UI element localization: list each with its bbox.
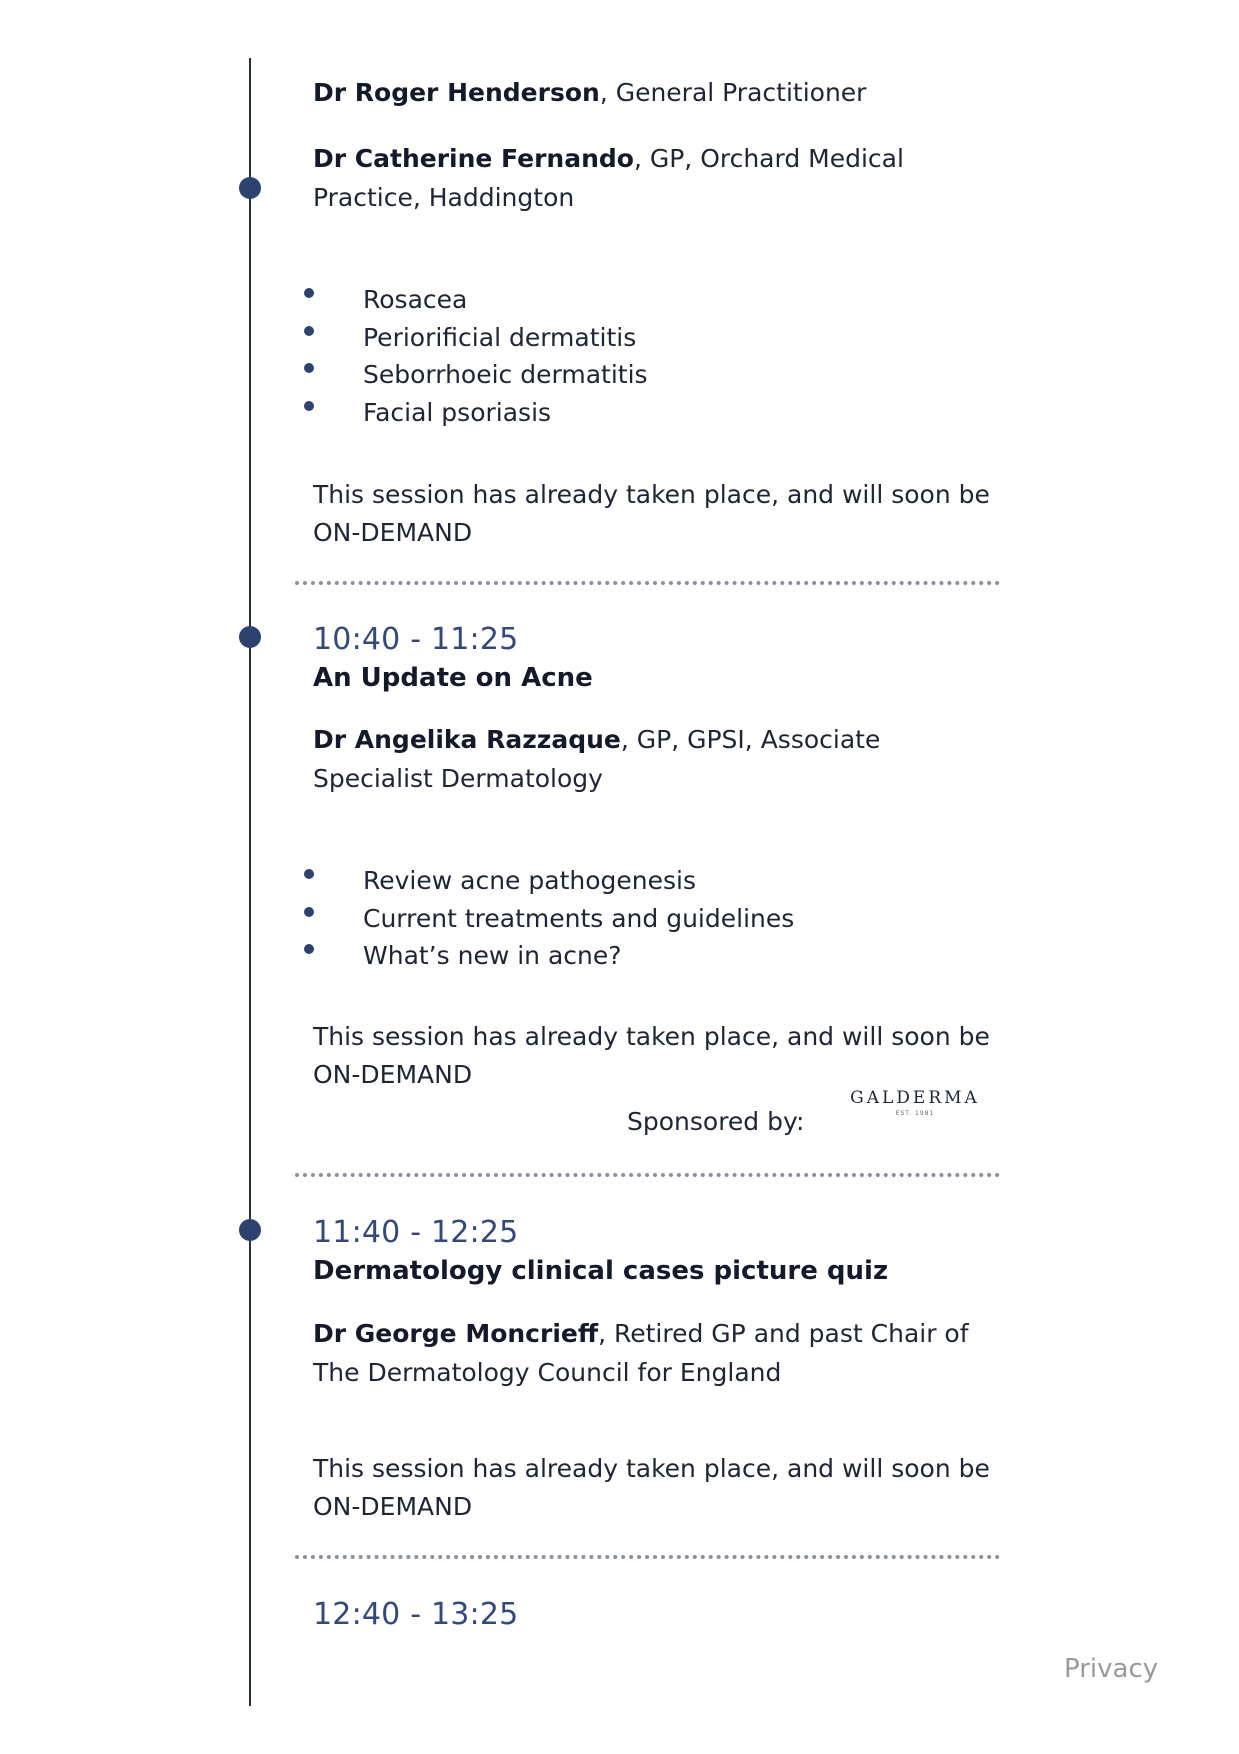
logo-est: EST. 1981 (895, 1110, 935, 1117)
session-time: 10:40 - 11:25 (313, 622, 519, 657)
session-status (313, 1018, 1013, 1094)
session-status (313, 476, 1013, 552)
topic-item: Rosacea (300, 281, 648, 319)
timeline-dot (239, 1219, 261, 1241)
topic-item: Facial psoriasis (300, 394, 648, 432)
status-badge: ON-DEMAND (313, 1492, 473, 1521)
speaker-name: Dr Roger Henderson (313, 78, 600, 107)
logo-wordmark: GALDERMA (850, 1088, 980, 1108)
speaker-role: , Retired GP and past Chair of The Dermatology Council for England (313, 1319, 969, 1387)
speaker-entry (313, 1314, 993, 1392)
topic-list (300, 862, 794, 975)
privacy-link[interactable]: Privacy (1064, 1654, 1159, 1684)
speaker-entry (313, 139, 993, 217)
speaker-role: , GP, GPSI, Associate Specialist Dermatology (313, 725, 881, 793)
speaker-entry (313, 73, 993, 112)
sponsor-label: Sponsored by: (627, 1107, 805, 1136)
section-divider (295, 1555, 1000, 1559)
status-badge: ON-DEMAND (313, 518, 473, 547)
session-title: Dermatology clinical cases picture quiz (313, 1256, 889, 1286)
speaker-name: Dr George Moncrieff (313, 1319, 599, 1348)
speaker-entry (313, 720, 993, 798)
status-line: This session has already taken place, and will soon be (313, 1454, 990, 1483)
topic-list (300, 281, 648, 431)
session-time: 12:40 - 13:25 (313, 1597, 519, 1632)
speaker-role: , GP, Orchard Medical Practice, Haddington (313, 144, 904, 212)
section-divider (295, 1173, 1000, 1177)
topic-item: Seborrhoeic dermatitis (300, 356, 648, 394)
session-status (313, 1450, 1013, 1526)
topic-item: What’s new in acne? (300, 937, 794, 975)
status-line: This session has already taken place, and will soon be (313, 480, 990, 509)
topic-item: Review acne pathogenesis (300, 862, 794, 900)
timeline-dot (239, 626, 261, 648)
topic-item: Periorificial dermatitis (300, 319, 648, 357)
speaker-role: , General Practitioner (599, 78, 867, 107)
section-divider (295, 581, 1000, 585)
speaker-name: Dr Angelika Razzaque (313, 725, 621, 754)
status-badge: ON-DEMAND (313, 1060, 473, 1089)
timeline-dot (239, 177, 261, 199)
status-line: This session has already taken place, and will soon be (313, 1022, 990, 1051)
timeline-line (249, 58, 251, 1706)
speaker-name: Dr Catherine Fernando (313, 144, 634, 173)
galderma-logo (840, 1088, 990, 1117)
topic-item: Current treatments and guidelines (300, 900, 794, 938)
session-time: 11:40 - 12:25 (313, 1215, 519, 1250)
session-title: An Update on Acne (313, 663, 593, 693)
